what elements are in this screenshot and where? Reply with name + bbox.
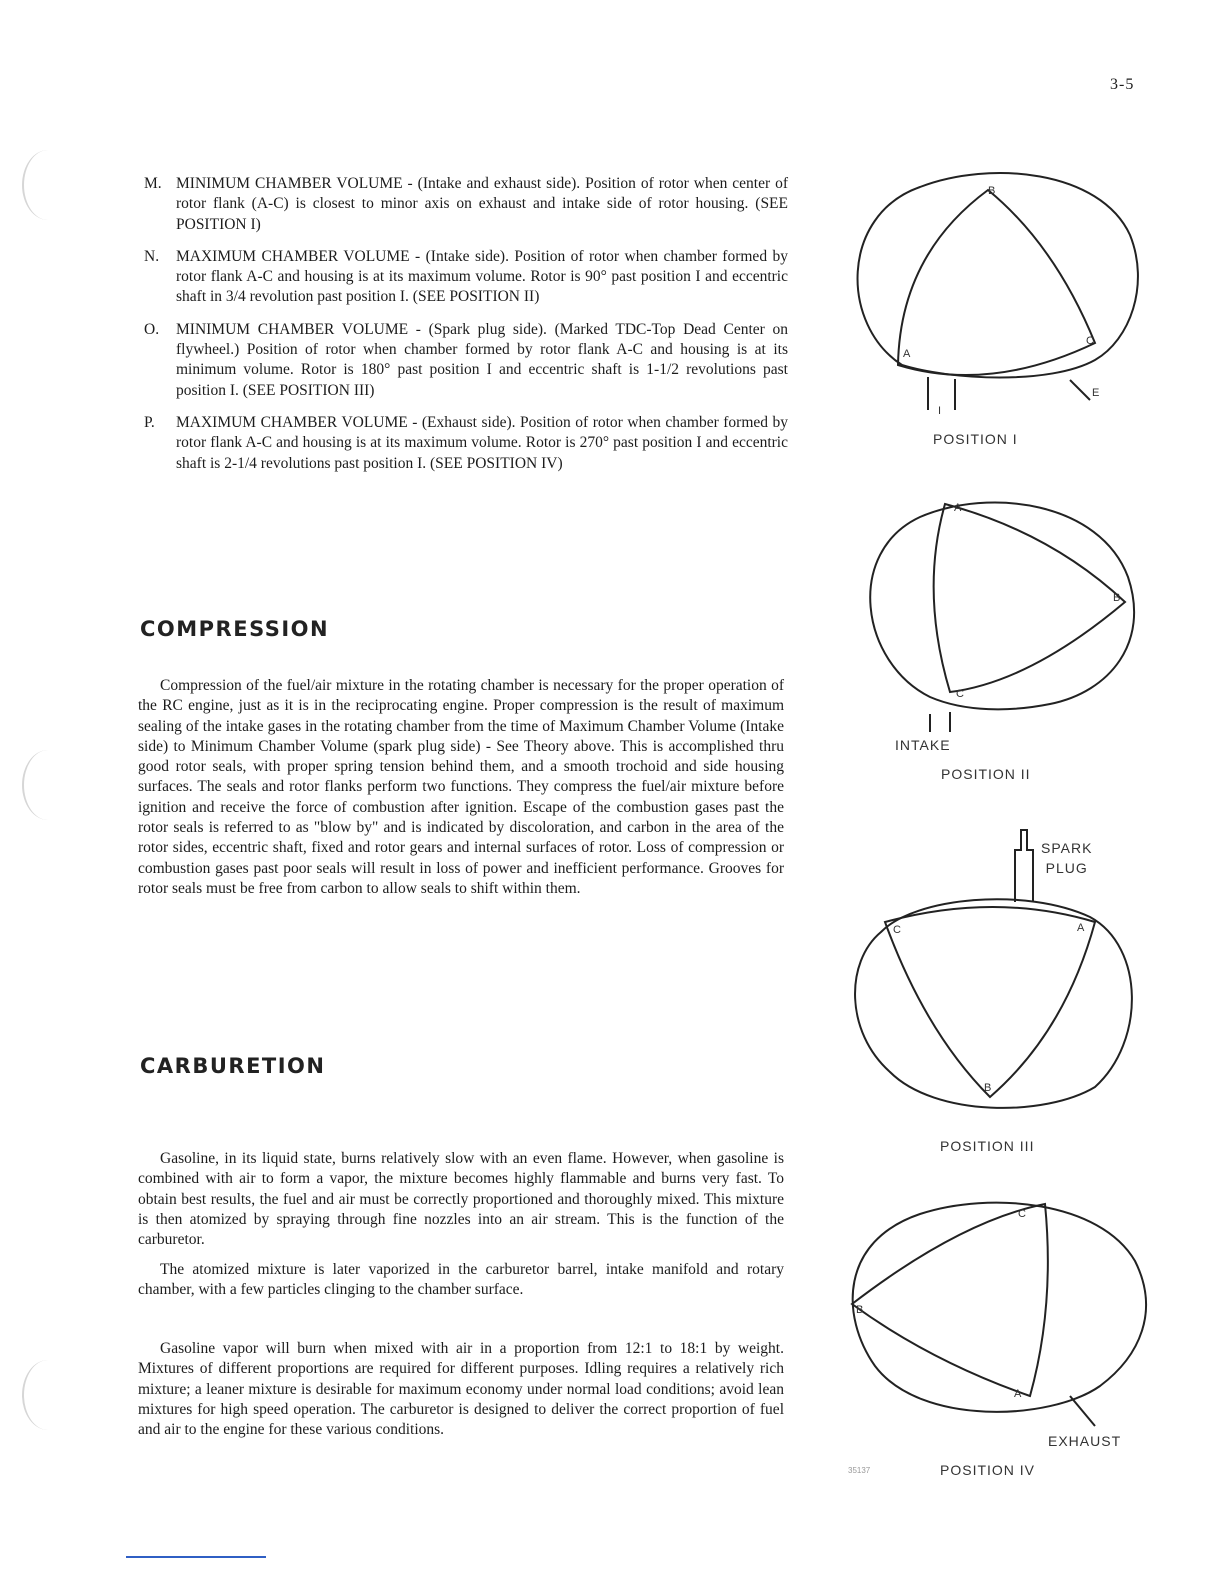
rotor-diagram-position-1	[840, 165, 1150, 465]
rotor-diagram-position-2	[850, 492, 1150, 762]
figure-position-3	[845, 822, 1155, 1162]
rotor-diagram-position-3	[845, 822, 1155, 1122]
rotor-apex-b-label: B	[984, 1082, 993, 1094]
scan-mark: 35137	[848, 1466, 871, 1475]
definition-letter: P.	[144, 413, 155, 431]
figure-caption: POSITION I	[933, 431, 1018, 447]
definition-text: MINIMUM CHAMBER VOLUME - (Spark plug side). (Marked TDC-Top Dead Center on flywheel.) Position of rotor when chamber formed by rotor flank A-C and housing is at its minimum volume. Rotor is 180° past position I and eccentric shaft is 1-1/2 revolutions past position I. (SEE POSITION III)	[176, 320, 788, 399]
carburetion-paragraph-1: Gasoline, in its liquid state, burns relatively slow with an even flame. However, when gasoline is combined with air to form a vapor, the mixture becomes highly flammable and burns very fast. To obtain best results, the fuel and air must be correctly proportioned and thoroughly mixed. This mixture is then atomized by spraying through fine nozzles into an air stream. This is the function of the carburetor.	[138, 1150, 784, 1249]
rotor-apex-c-label: C	[1018, 1208, 1027, 1220]
compression-paragraph: Compression of the fuel/air mixture in the rotating chamber is necessary for the proper operation of the RC engine, just as it is in the reciprocating engine. Proper compression is the result of maximum sealing of the intake gases in the rotating chamber from the time of Maximum Chamber Volume (Intake side) to Minimum Chamber Volume (spark plug side) - See Theory above. This is accomplished thru good rotor seals, with proper spring tension behind them, and a smooth trochoid and side housing surfaces. The seals and rotor flanks perform two functions. They compress the fuel/air mixture before ignition and receive the force of combustion after ignition. Escape of the combustion gases past the rotor seals is referred to as "blow by" and is indicated by discoloration, and carbon in the area of the rotor sides, eccentric shaft, fixed and rotor gears and internal surfaces of rotor. Loss of compression or combustion gases past poor seals will result in loss of power and inefficient performance. Grooves for rotor seals must be free from carbon to allow seals to shift within them.	[138, 677, 784, 897]
spark-plug-label: SPARK PLUG	[1041, 840, 1093, 876]
definition-o	[138, 320, 788, 401]
carburetion-paragraph-2: The atomized mixture is later vaporized in the carburetor barrel, intake manifold and rotary chamber, with a few particles clinging to the chamber surface.	[138, 1261, 784, 1299]
figure-position-2	[850, 492, 1150, 792]
definition-text: MAXIMUM CHAMBER VOLUME - (Intake side). Position of rotor when chamber formed by rotor flank A-C and housing is at its maximum volume. Rotor is 90° past position I and eccentric shaft in 3/4 revolution past position I. (SEE POSITION II)	[176, 247, 788, 306]
rotor-apex-c-label: C	[893, 924, 902, 936]
definition-letter: M.	[144, 175, 162, 192]
rotor-apex-b-label: B	[1113, 592, 1122, 604]
punch-hole-mark	[22, 150, 74, 220]
rotor-apex-a-label: A	[903, 348, 912, 360]
rotor-apex-a-label: A	[954, 502, 963, 514]
definition-letter: O.	[144, 320, 160, 338]
intake-port-label: INTAKE	[895, 737, 951, 753]
page-number: 3-5	[1110, 76, 1135, 93]
carburetion-heading: CARBURETION	[140, 1054, 326, 1078]
definition-m	[138, 174, 788, 235]
rotor-apex-b-label: B	[988, 185, 997, 197]
figure-position-4	[840, 1196, 1160, 1486]
footnote-rule	[126, 1556, 266, 1558]
figure-caption: POSITION II	[941, 766, 1031, 782]
definition-n	[138, 247, 788, 308]
definition-text: MINIMUM CHAMBER VOLUME - (Intake and exhaust side). Position of rotor when center of rotor flank (A-C) is closest to minor axis on exhaust and intake side of rotor housing. (SEE POSITION I)	[176, 175, 788, 233]
rotor-apex-c-label: C	[956, 688, 965, 700]
compression-heading: COMPRESSION	[140, 617, 330, 641]
exhaust-port-e-label: E	[1092, 387, 1101, 399]
rotor-apex-a-label: A	[1014, 1388, 1023, 1400]
rotor-diagram-position-4	[840, 1196, 1160, 1446]
figure-position-1	[840, 165, 1150, 465]
definition-p	[138, 413, 788, 474]
definition-text: MAXIMUM CHAMBER VOLUME - (Exhaust side). Position of rotor when chamber formed by rotor flank A-C and housing is at its maximum volume. Rotor is 270° past position I and eccentric shaft is 2-1/4 revolutions past position I. (SEE POSITION IV)	[176, 413, 788, 472]
rotor-apex-b-label: B	[856, 1304, 865, 1316]
exhaust-port-label: EXHAUST	[1048, 1433, 1122, 1449]
rotor-apex-a-label: A	[1077, 922, 1086, 934]
definition-letter: N.	[144, 247, 160, 265]
carburetion-paragraph-3: Gasoline vapor will burn when mixed with air in a proportion from 12:1 to 18:1 by weight. Mixtures of different proportions are required for different purposes. Idling requires a relatively rich mixture; a leaner mixture is desirable for maximum economy under normal load conditions; avoid lean mixtures for high speed operation. The carburetor is designed to deliver the correct proportion of fuel and air to the engine for these various conditions.	[138, 1340, 784, 1439]
figure-caption: POSITION III	[940, 1138, 1035, 1154]
figure-caption: POSITION IV	[940, 1462, 1036, 1478]
definitions-list	[138, 174, 788, 486]
punch-hole-mark	[22, 1360, 74, 1430]
rotor-apex-c-label: C	[1086, 335, 1095, 347]
punch-hole-mark	[22, 750, 74, 820]
intake-port-label: I	[938, 405, 943, 417]
